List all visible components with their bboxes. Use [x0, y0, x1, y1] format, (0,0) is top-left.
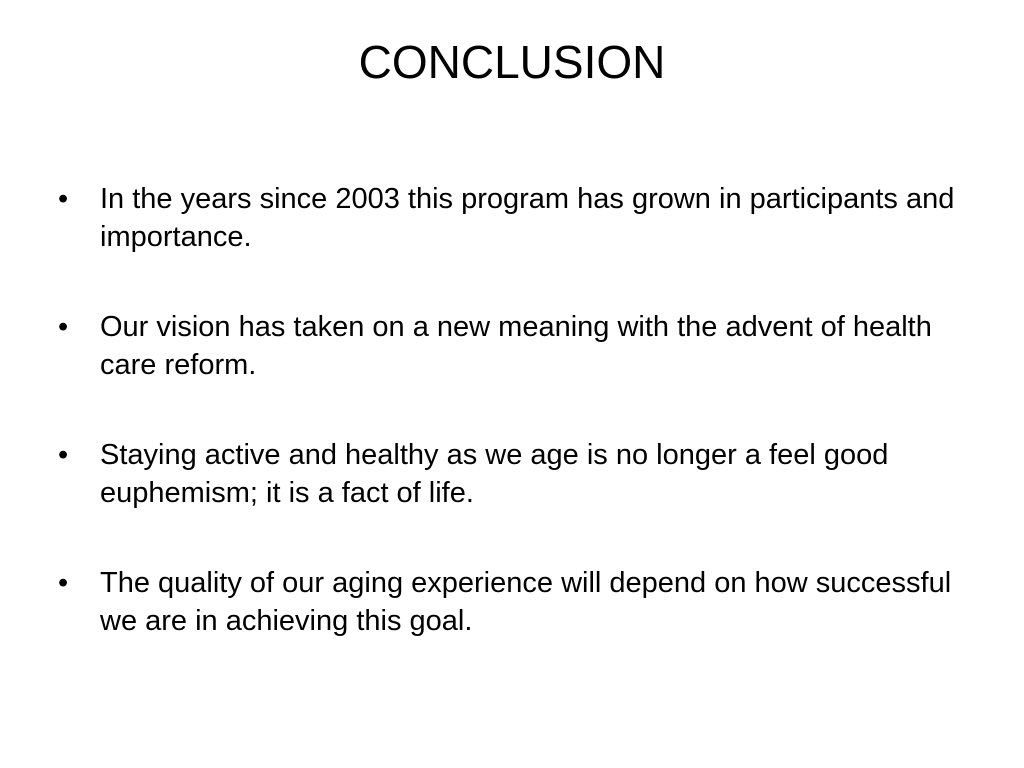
bullet-list — [52, 180, 982, 692]
bullet-icon: • — [58, 311, 69, 343]
bullet-icon: • — [58, 439, 69, 471]
bullet-text: Staying active and healthy as we age is no longer a feel good euphemism; it is a fact of life. — [100, 439, 889, 509]
bullet-icon: • — [58, 183, 69, 215]
bullet-text: In the years since 2003 this program has grown in participants and importance. — [100, 183, 955, 253]
slide-title: CONCLUSION — [358, 36, 666, 88]
bullet-text: Our vision has taken on a new meaning with the advent of health care reform. — [100, 311, 932, 381]
bullet-item — [52, 308, 982, 384]
bullet-item — [52, 436, 982, 512]
bullet-text: The quality of our aging experience will depend on how successful we are in achieving this goal. — [100, 567, 952, 637]
bullet-icon: • — [58, 567, 69, 599]
bullet-item — [52, 180, 982, 256]
bullet-item — [52, 564, 982, 640]
